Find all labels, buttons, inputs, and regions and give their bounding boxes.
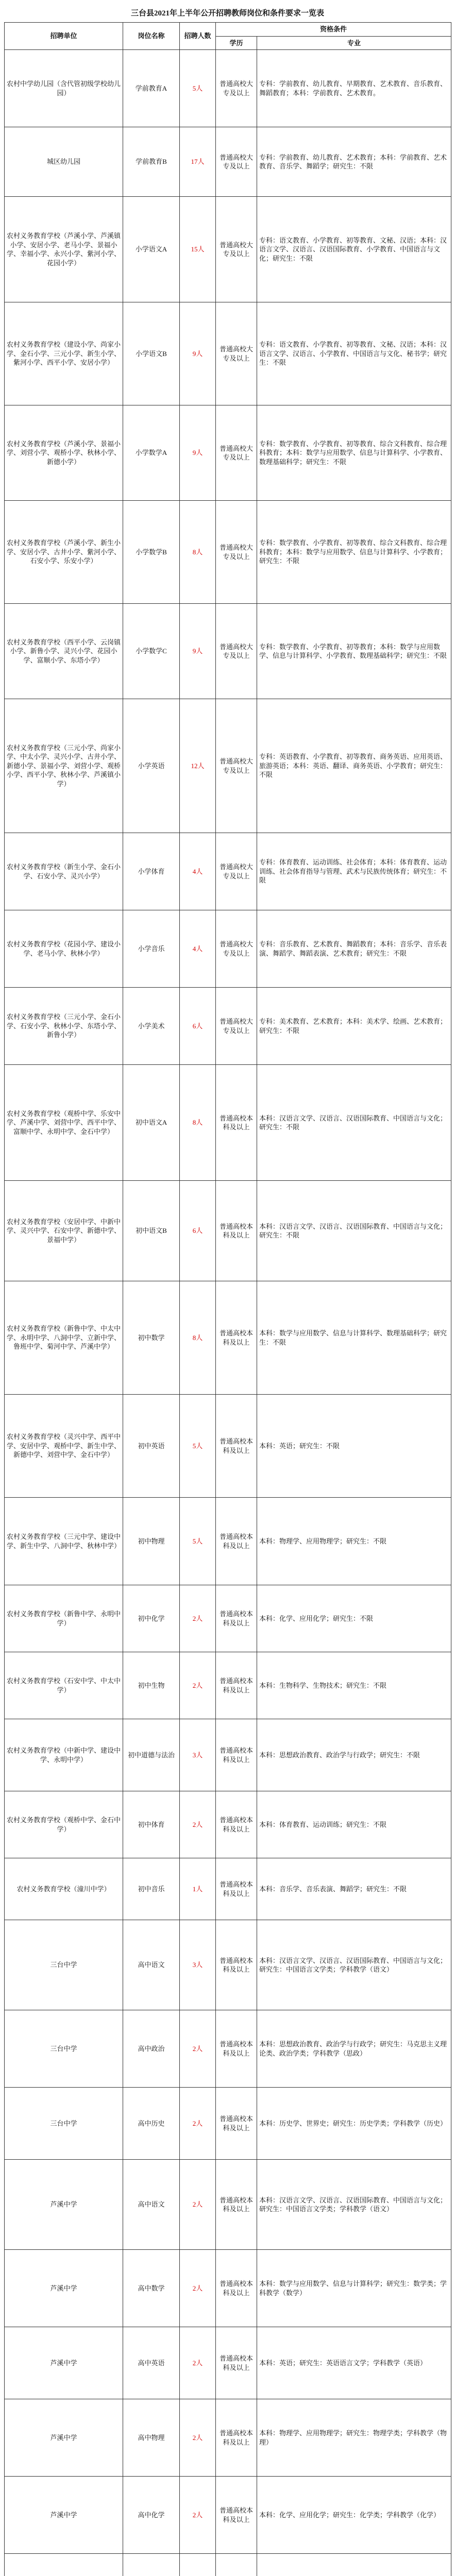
post-cell: 小学音乐: [123, 910, 180, 988]
major-cell: 本科：思想政治教育、政治学与行政学；研究生：马克思主义理论类、政治学类；学科教学（思政）: [257, 2010, 451, 2088]
major-cell: 本科：物理学、应用物理学；研究生：物理学类；学科教学（物理）: [257, 2399, 451, 2477]
table-row: [5, 1395, 451, 1498]
education-cell: 普通高校大专及以上: [216, 405, 257, 501]
post-cell: 初中音乐: [123, 1858, 180, 1920]
header-unit: 招聘单位: [5, 23, 123, 50]
education-cell: 普通高校本科及以上: [216, 1920, 257, 2010]
education-cell: 普通高校大专及以上: [216, 699, 257, 833]
table-row: [5, 2327, 451, 2399]
unit-cell: 芦溪中学: [5, 2250, 123, 2327]
table-row: [5, 2250, 451, 2327]
count-cell: 2人: [180, 2327, 216, 2399]
count-cell: 2人: [180, 2010, 216, 2088]
major-cell: 本科：化学、应用化学；研究生：化学类；学科教学（化学）: [257, 2477, 451, 2554]
unit-cell: 芦溪中学: [5, 2327, 123, 2399]
education-cell: 普通高校本科及以上: [216, 2250, 257, 2327]
education-cell: 普通高校本科及以上: [216, 2327, 257, 2399]
table-row: [5, 501, 451, 604]
count-cell: 8人: [180, 1281, 216, 1395]
table-row: [5, 2554, 451, 2576]
count-cell: 4人: [180, 910, 216, 988]
count-cell: 5人: [180, 1498, 216, 1585]
unit-cell: 芦溪中学: [5, 2399, 123, 2477]
major-cell: 本科：汉语言文学、汉语言、汉语国际教育、中国语言与文化；研究生：不限: [257, 1181, 451, 1281]
major-cell: 专科：学前教育、幼儿教育、艺术教育；本科：学前教育、艺术教育、音乐学、舞蹈学；研究生：不限: [257, 127, 451, 197]
table-row: [5, 405, 451, 501]
count-cell: 2人: [180, 2477, 216, 2554]
table-row: [5, 910, 451, 988]
education-cell: 普通高校大专及以上: [216, 833, 257, 910]
table-row: [5, 1791, 451, 1858]
table-row: [5, 988, 451, 1065]
major-cell: 本科：汉语言文学、汉语言、汉语国际教育、中国语言与文化；研究生：中国语言文学类；学科教学（语文）: [257, 2160, 451, 2250]
major-cell: 本科：体育教育、运动训练；研究生：不限: [257, 1791, 451, 1858]
unit-cell: 农村义务教育学校（花园小学、建设小学、老马小学、秋林小学）: [5, 910, 123, 988]
post-cell: 高中语文: [123, 2160, 180, 2250]
post-cell: 小学数学C: [123, 604, 180, 699]
count-cell: 2人: [180, 1791, 216, 1858]
count-cell: 9人: [180, 604, 216, 699]
header-education: 学历: [216, 36, 257, 50]
education-cell: 普通高校大专及以上: [216, 604, 257, 699]
major-cell: 本科：数学与应用数学、信息与计算科学、数理基础科学；研究生：不限: [257, 1281, 451, 1395]
table-row: [5, 604, 451, 699]
major-cell: 本科：数学与应用数学、信息与计算科学；研究生：数学类；学科教学（数学）: [257, 2250, 451, 2327]
table-header-row: [5, 23, 451, 37]
count-cell: 8人: [180, 501, 216, 604]
table-row: [5, 1498, 451, 1585]
education-cell: 普通高校大专及以上: [216, 127, 257, 197]
unit-cell: 芦溪中学: [5, 2160, 123, 2250]
table-row: [5, 2160, 451, 2250]
count-cell: 2人: [180, 2160, 216, 2250]
count-cell: 9人: [180, 405, 216, 501]
major-cell: 专科：音乐教育、艺术教育、舞蹈教育；本科：音乐学、音乐表演、舞蹈学、舞蹈表演、艺术教育；研究生：不限: [257, 910, 451, 988]
table-row: [5, 833, 451, 910]
count-cell: 2人: [180, 2088, 216, 2160]
major-cell: 专科：语文教育、小学教育、初等教育、文秘、汉语；本科：汉语言文学、汉语言、小学教育、中国语言与文化、秘书学；研究生：不限: [257, 302, 451, 405]
post-cell: 初中道德与法治: [123, 1719, 180, 1791]
unit-cell: 农村义务教育学校（观桥中学、乐安中学、芦溪中学、刘营中学、西平中学、富顺中学、永明中学、金石中学）: [5, 1065, 123, 1181]
post-cell: 初中物理: [123, 1498, 180, 1585]
count-cell: 17人: [180, 127, 216, 197]
header-count: 招聘人数: [180, 23, 216, 50]
major-cell: 本科：思想政治教育、政治学与行政学；研究生：不限: [257, 1719, 451, 1791]
table-row: [5, 699, 451, 833]
major-cell: 专科：语文教育、小学教育、初等教育、文秘、汉语；本科：汉语言文学、汉语言、汉语国际教育、小学教育、中国语言与文化；研究生：不限: [257, 197, 451, 302]
education-cell: 普通高校本科及以上: [216, 2477, 257, 2554]
unit-cell: 农村义务教育学校（新鲁中学、永明中学）: [5, 1585, 123, 1652]
unit-cell: 农村义务教育学校（三元中学、建设中学、新生中学、八洞中学、秋林中学）: [5, 1498, 123, 1585]
table-row: [5, 2477, 451, 2554]
table-body: [5, 50, 451, 2576]
count-cell: 3人: [180, 1719, 216, 1791]
count-cell: 5人: [180, 50, 216, 127]
count-cell: 5人: [180, 1395, 216, 1498]
table-row: [5, 302, 451, 405]
post-cell: 高中数学: [123, 2250, 180, 2327]
education-cell: 普通高校大专及以上: [216, 197, 257, 302]
count-cell: 15人: [180, 197, 216, 302]
major-cell: 本科：物理学、应用物理学；研究生：不限: [257, 1498, 451, 1585]
table-row: [5, 2088, 451, 2160]
education-cell: 普通高校本科及以上: [216, 1719, 257, 1791]
major-cell: 本科：英语；研究生：英语语言文学；学科教学（英语）: [257, 2327, 451, 2399]
unit-cell: 农村义务教育学校（芦溪小学、芦溪镇小学、安居小学、老马小学、景福小学、幸福小学、永兴小学、紫河小学、花园小学）: [5, 197, 123, 302]
education-cell: 普通高校本科及以上: [216, 2010, 257, 2088]
post-cell: 初中数学: [123, 1281, 180, 1395]
education-cell: 普通高校大专及以上: [216, 910, 257, 988]
unit-cell: 农村义务教育学校（新鲁中学、中太中学、永明中学、八洞中学、立新中学、鲁班中学、菊河中学、芦溪中学）: [5, 1281, 123, 1395]
unit-cell: 农村义务教育学校（安居中学、中新中学、灵兴中学、石安中学、新德中学、景福中学）: [5, 1181, 123, 1281]
education-cell: 普通高校本科及以上: [216, 1585, 257, 1652]
major-cell: 本科：历史学、世界史；研究生：历史学类；学科教学（历史）: [257, 2088, 451, 2160]
education-cell: 普通高校本科及以上: [216, 2088, 257, 2160]
post-cell: 高中政治: [123, 2010, 180, 2088]
table-row: [5, 197, 451, 302]
count-cell: 8人: [180, 1065, 216, 1181]
unit-cell: 农村义务教育学校（观桥中学、金石中学）: [5, 1791, 123, 1858]
unit-cell: 农村义务教育学校（石安中学、中太中学）: [5, 1652, 123, 1719]
unit-cell: 农村义务教育学校（三元小学、尚家小学、中太小学、灵兴小学、古井小学、新德小学、景福小学、刘营小学、观桥小学、西平小学、秋林小学、芦溪镇小学）: [5, 699, 123, 833]
table-row: [5, 1652, 451, 1719]
recruitment-table: [4, 22, 451, 2576]
education-cell: 普通高校本科及以上: [216, 2399, 257, 2477]
major-cell: [257, 2554, 451, 2576]
table-row: [5, 1281, 451, 1395]
table-row: [5, 2010, 451, 2088]
post-cell: 学前教育A: [123, 50, 180, 127]
table-row: [5, 1920, 451, 2010]
major-cell: 本科：化学、应用化学；研究生：不限: [257, 1585, 451, 1652]
major-cell: 专科：学前教育、幼儿教育、早期教育、艺术教育、音乐教育、舞蹈教育；本科：学前教育、艺术教育。: [257, 50, 451, 127]
header-requirements: 资格条件: [216, 23, 451, 37]
post-cell: 初中语文B: [123, 1181, 180, 1281]
count-cell: 2人: [180, 2250, 216, 2327]
count-cell: 2人: [180, 1585, 216, 1652]
post-cell: 小学体育: [123, 833, 180, 910]
unit-cell: 农村中学幼儿园（含代管初级学校幼儿园）: [5, 50, 123, 127]
education-cell: 普通高校本科及以上: [216, 1791, 257, 1858]
table-row: [5, 1719, 451, 1791]
post-cell: 高中化学: [123, 2477, 180, 2554]
post-cell: 高中历史: [123, 2088, 180, 2160]
major-cell: 专科：数学教育、小学教育、初等教育；本科：数学与应用数学、信息与计算科学、小学教育、数理基础科学；研究生：不限: [257, 604, 451, 699]
count-cell: 1人: [180, 1858, 216, 1920]
unit-cell: 农村义务教育学校（三元小学、金石小学、石安小学、秋林小学、东塔小学、新鲁小学）: [5, 988, 123, 1065]
major-cell: 本科：汉语言文学、汉语言、汉语国际教育、中国语言与文化；研究生：不限: [257, 1065, 451, 1181]
education-cell: [216, 2554, 257, 2576]
education-cell: 普通高校本科及以上: [216, 1181, 257, 1281]
major-cell: 本科：汉语言文学、汉语言、汉语国际教育、中国语言与文化；研究生：中国语言文学类；学科教学（语文）: [257, 1920, 451, 2010]
unit-cell: 三台中学: [5, 1920, 123, 2010]
unit-cell: 农村义务教育学校（潼川中学）: [5, 1858, 123, 1920]
count-cell: 6人: [180, 988, 216, 1065]
unit-cell: 农村义务教育学校（建设小学、尚家小学、金石小学、三元小学、新生小学、紫河小学、西平小学、安居小学）: [5, 302, 123, 405]
post-cell: 初中体育: [123, 1791, 180, 1858]
unit-cell: 三台中学: [5, 2088, 123, 2160]
major-cell: 专科：美术教育、艺术教育；本科：美术学、绘画、艺术教育；研究生：不限: [257, 988, 451, 1065]
post-cell: 高中物理: [123, 2399, 180, 2477]
education-cell: 普通高校本科及以上: [216, 2160, 257, 2250]
unit-cell: 三台中学: [5, 2010, 123, 2088]
education-cell: 普通高校大专及以上: [216, 302, 257, 405]
count-cell: 3人: [180, 1920, 216, 2010]
table-row: [5, 50, 451, 127]
education-cell: 普通高校大专及以上: [216, 50, 257, 127]
post-cell: 初中英语: [123, 1395, 180, 1498]
count-cell: 4人: [180, 833, 216, 910]
major-cell: 专科：数学教育、小学教育、初等教育、综合文科教育、综合理科教育；本科：数学与应用数学、信息与计算科学、小学教育、数理基础科学；研究生：不限: [257, 405, 451, 501]
unit-cell: 芦溪中学: [5, 2477, 123, 2554]
table-row: [5, 2399, 451, 2477]
unit-cell: 农村义务教育学校（新生小学、金石小学、石安小学、灵兴小学）: [5, 833, 123, 910]
post-cell: 小学数学B: [123, 501, 180, 604]
count-cell: 2人: [180, 2399, 216, 2477]
header-major: 专业: [257, 36, 451, 50]
major-cell: 本科：英语；研究生：不限: [257, 1395, 451, 1498]
education-cell: 普通高校本科及以上: [216, 1652, 257, 1719]
unit-cell: 城区幼儿园: [5, 127, 123, 197]
post-cell: 学前教育B: [123, 127, 180, 197]
education-cell: 普通高校本科及以上: [216, 1281, 257, 1395]
education-cell: 普通高校大专及以上: [216, 501, 257, 604]
post-cell: 高中语文: [123, 1920, 180, 2010]
post-cell: 小学语文B: [123, 302, 180, 405]
major-cell: 专科：英语教育、小学教育、初等教育、商务英语、应用英语、旅游英语；本科：英语、翻译、商务英语、小学教育；研究生：不限: [257, 699, 451, 833]
post-cell: 小学美术: [123, 988, 180, 1065]
table-row: [5, 1858, 451, 1920]
education-cell: 普通高校本科及以上: [216, 1858, 257, 1920]
post-cell: 小学语文A: [123, 197, 180, 302]
table-row: [5, 1181, 451, 1281]
document-title: 三台县2021年上半年公开招聘教师岗位和条件要求一览表: [130, 9, 324, 18]
unit-cell: 农村义务教育学校（芦溪小学、景福小学、刘营小学、观桥小学、秋林小学、新德小学）: [5, 405, 123, 501]
post-cell: 初中语文A: [123, 1065, 180, 1181]
count-cell: [180, 2554, 216, 2576]
major-cell: 专科：数学教育、小学教育、初等教育、综合文科教育、综合理科教育；本科：数学与应用数学、信息与计算科学、小学教育；研究生：不限: [257, 501, 451, 604]
post-cell: 小学数学A: [123, 405, 180, 501]
table-row: [5, 1585, 451, 1652]
unit-cell: 农村义务教育学校（芦溪小学、新生小学、安居小学、古井小学、紫河小学、石安小学、乐安小学）: [5, 501, 123, 604]
education-cell: 普通高校本科及以上: [216, 1498, 257, 1585]
major-cell: 本科：音乐学、音乐表演、舞蹈学；研究生：不限: [257, 1858, 451, 1920]
post-cell: 初中生物: [123, 1652, 180, 1719]
header-post: 岗位名称: [123, 23, 180, 50]
unit-cell: 农村义务教育学校（中新中学、建设中学、永明中学）: [5, 1719, 123, 1791]
education-cell: 普通高校本科及以上: [216, 1065, 257, 1181]
count-cell: 6人: [180, 1181, 216, 1281]
unit-cell: 农村义务教育学校（灵兴中学、西平中学、安居中学、观桥中学、新生中学、新德中学、刘营中学、金石中学）: [5, 1395, 123, 1498]
education-cell: 普通高校大专及以上: [216, 988, 257, 1065]
education-cell: 普通高校本科及以上: [216, 1395, 257, 1498]
major-cell: 专科：体育教育、运动训练、社会体育；本科：体育教育、运动训练、社会体育指导与管理、武术与民族传统体育；研究生：不限: [257, 833, 451, 910]
unit-cell: 农村义务教育学校（西平小学、云岗镇小学、新鲁小学、灵兴小学、花园小学、富顺小学、东塔小学）: [5, 604, 123, 699]
table-row: [5, 127, 451, 197]
post-cell: 初中化学: [123, 1585, 180, 1652]
major-cell: 本科：生物科学、生物技术；研究生：不限: [257, 1652, 451, 1719]
count-cell: 12人: [180, 699, 216, 833]
post-cell: 小学英语: [123, 699, 180, 833]
unit-cell: [5, 2554, 123, 2576]
table-row: [5, 1065, 451, 1181]
count-cell: 9人: [180, 302, 216, 405]
post-cell: 高中英语: [123, 2327, 180, 2399]
post-cell: [123, 2554, 180, 2576]
count-cell: 2人: [180, 1652, 216, 1719]
